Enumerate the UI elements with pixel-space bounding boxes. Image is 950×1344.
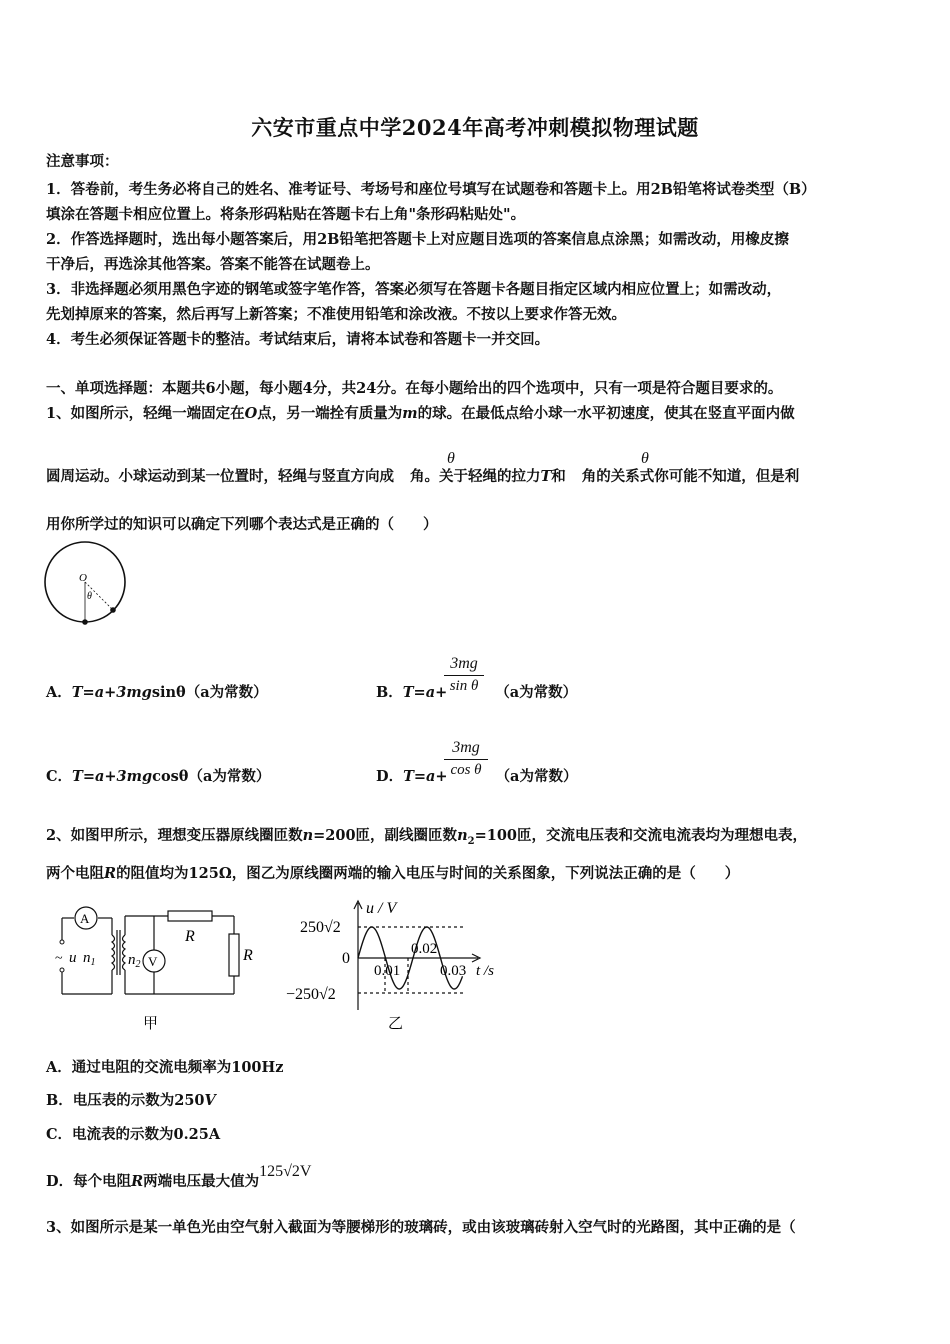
primary-coil-label: $n_1$ bbox=[83, 950, 96, 968]
fig-b-caption: 乙 bbox=[388, 1016, 404, 1032]
graph-origin-label: 0 bbox=[342, 950, 350, 967]
graph-tick-0.03: 0.03 bbox=[440, 963, 467, 979]
q1-line-2: 圆周运动。小球运动到某一位置时，轻绳与竖直方向成 角。关于轻绳的拉力T和 角的关系式你可能不知道，但是利 bbox=[46, 468, 800, 485]
q1-lowest-point bbox=[82, 619, 88, 625]
resistor-top-label: R bbox=[185, 928, 195, 945]
q1-fig-label-theta: θ bbox=[87, 591, 92, 602]
secondary-coil-label: $n_2$ bbox=[128, 952, 141, 970]
q1-pendulum-figure bbox=[40, 540, 140, 630]
fig-a-caption: 甲 bbox=[143, 1016, 159, 1032]
q1-ball bbox=[110, 607, 116, 613]
page-title: 六安市重点中学2024年高考冲刺模拟物理试题 bbox=[251, 115, 699, 140]
q1-option-d[interactable]: D．T=a+ （a为常数） bbox=[376, 768, 578, 785]
q2-option-d-value: 125√2V bbox=[259, 1163, 312, 1180]
q1-theta-symbol-2: θ bbox=[641, 450, 649, 467]
q2-option-a[interactable]: A．通过电阻的交流电频率为100Hz bbox=[46, 1059, 284, 1076]
notice-line-5: 3．非选择题必须用黑色字迹的钢笔或签字笔作答，答案必须写在答题卡各题目指定区域内相应位置上；如需改动， bbox=[46, 281, 782, 298]
notice-heading: 注意事项： bbox=[46, 153, 119, 170]
terminal-bottom-icon bbox=[60, 968, 64, 972]
q1-option-b-fraction: 3mg sin θ bbox=[444, 655, 484, 695]
graph-tick-0.02: 0.02 bbox=[411, 941, 438, 957]
q2-option-c[interactable]: C．电流表的示数为0.25A bbox=[46, 1126, 221, 1143]
q2-option-d[interactable]: D．每个电阻R两端电压最大值为125√2V bbox=[46, 1163, 312, 1190]
input-voltage-label: u bbox=[69, 950, 77, 966]
notice-line-3: 2．作答选择题时，选出每小题答案后，用2B铅笔把答题卡上对应题目选项的答案信息点涂黑；如需改动，用橡皮擦 bbox=[46, 231, 789, 248]
q1-option-b[interactable]: B．T=a+ （a为常数） bbox=[376, 684, 578, 701]
q1-option-a[interactable]: A．T=a+3mgsinθ（a为常数） bbox=[46, 684, 268, 701]
notice-line-7: 4．考生必须保证答题卡的整洁。考试结束后，请将本试卷和答题卡一并交回。 bbox=[46, 331, 550, 348]
notice-line-4: 干净后，再选涂其他答案。答案不能答在试题卷上。 bbox=[46, 256, 380, 273]
notice-line-1: 1．答卷前，考生务必将自己的姓名、准考证号、考场号和座位号填写在试题卷和答题卡上。用2B铅笔将试卷类型（B） bbox=[46, 181, 816, 198]
resistor-right-icon bbox=[229, 934, 239, 976]
resistor-right-label: R bbox=[243, 947, 253, 964]
ac-source-tilde: ~ bbox=[55, 951, 63, 966]
q1-option-d-fraction: 3mg cos θ bbox=[444, 739, 488, 779]
voltmeter-label: V bbox=[148, 954, 158, 969]
q3-line-1: 3、如图所示是某一单色光由空气射入截面为等腰梯形的玻璃砖，或由该玻璃砖射入空气时的光路图，其中正确的是（ bbox=[46, 1219, 796, 1236]
graph-y-min-label: −250√2 bbox=[286, 986, 336, 1003]
q2-line-2: 两个电阻R的阻值均为125Ω，图乙为原线圈两端的输入电压与时间的关系图象，下列说法正确的是（ ） bbox=[46, 865, 740, 882]
q1-theta-symbol-1: θ bbox=[447, 450, 455, 467]
q2-option-b[interactable]: B．电压表的示数为250V bbox=[46, 1092, 216, 1109]
q1-option-c[interactable]: C．T=a+3mgcosθ（a为常数） bbox=[46, 768, 271, 785]
graph-tick-0.01: 0.01 bbox=[374, 963, 401, 979]
notice-line-6: 先划掉原来的答案，然后再写上新答案；不准使用铅笔和涂改液。不按以上要求作答无效。 bbox=[46, 306, 626, 323]
q2-circuit-figure bbox=[50, 900, 260, 1035]
q2-voltage-graph bbox=[280, 895, 510, 1035]
notice-line-2: 填涂在答题卡相应位置上。将条形码粘贴在答题卡右上角"条形码粘贴处"。 bbox=[46, 206, 526, 223]
graph-x-label: t /s bbox=[476, 963, 494, 979]
graph-y-label: u / V bbox=[366, 900, 397, 917]
section-1-heading: 一、单项选择题：本题共6小题，每小题4分，共24分。在每小题给出的四个选项中，只有一项是符合题目要求的。 bbox=[46, 380, 783, 397]
q1-line-1: 1、如图所示，轻绳一端固定在O点，另一端拴有质量为m的球。在最低点给小球一水平初速度，使其在竖直平面内做 bbox=[46, 405, 795, 422]
q1-fig-label-O: O bbox=[79, 572, 87, 584]
terminal-top-icon bbox=[60, 940, 64, 944]
ammeter-label: A bbox=[80, 911, 90, 926]
q1-line-3: 用你所学过的知识可以确定下列哪个表达式是正确的（ ） bbox=[46, 516, 438, 533]
resistor-top-icon bbox=[168, 911, 212, 921]
q2-line-1: 2、如图甲所示，理想变压器原线圈匝数n=200匝，副线圈匝数$n_2=100$匝，交流电压表和交流电流表均为理想电表， bbox=[46, 827, 807, 847]
graph-y-max-label: 250√2 bbox=[300, 919, 341, 936]
